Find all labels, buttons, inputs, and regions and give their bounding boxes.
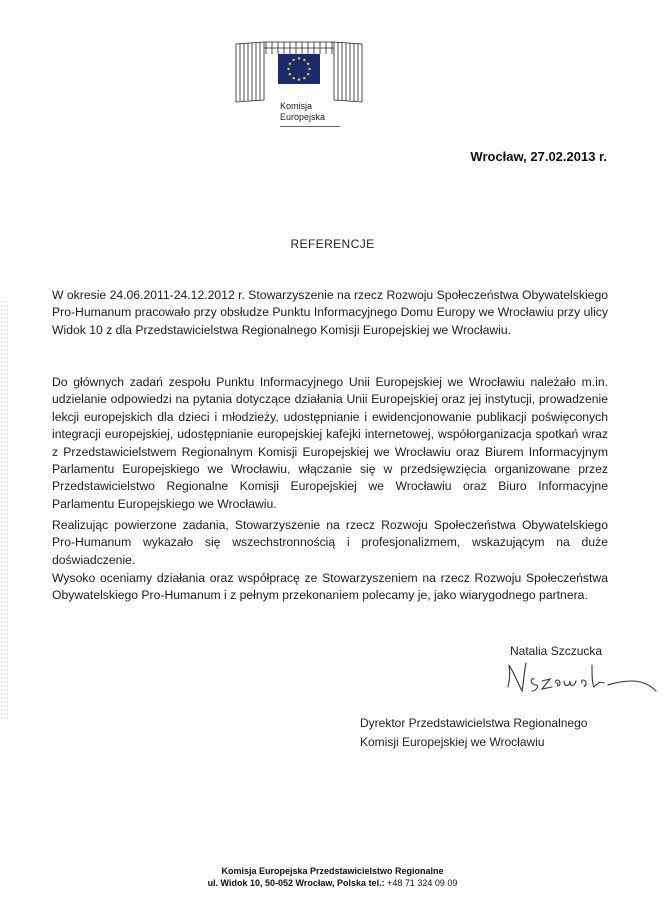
logo-divider [280,126,340,127]
eu-flag-icon [278,54,320,84]
footer-contact [0,877,665,889]
paragraph-1: W okresie 24.06.2011-24.12.2012 r. Stowarzyszenie na rzecz Rozwoju Społeczeństwa Obywatelskiego Pro-Humanum pracowało przy obsłudze Punktu Informacyjnego Domu Europy we Wrocławiu przy ulicy Widok 10 z dla Przedstawicielstwa Regionalnego Komisji Europejskiej we Wrocławiu. [52,288,608,337]
letter-date: Wrocław, 27.02.2013 r. [470,149,607,164]
logo-caption [280,101,325,123]
signer-name: Natalia Szczucka [510,644,603,658]
director-line-2: Komisji Europejskiej we Wrocławiu [360,735,545,749]
paragraph-4: Wysoko oceniamy działania oraz współpracę ze Stowarzyszeniem na rzecz Rozwoju Społeczeństwa Obywatelskiego Pro-Humanum i z pełnym przekonaniem polecamy je, jako wiarygodnego partnera. [52,571,608,603]
handwritten-signature [500,657,660,701]
footer [0,865,665,889]
logo-line-2: Europejska [280,112,326,122]
berlaymont-building-icon [234,40,364,108]
paragraph-3: Realizując powierzone zadania, Stowarzyszenie na rzecz Rozwoju Społeczeństwa Obywatelskiego Pro-Humanum wykazało się wszechstronnością i profesjonalizmem, wskazującym na duże doświadczenie. [52,518,608,567]
footer-address: ul. Widok 10, 50-052 Wrocław, Polska [207,878,367,888]
letter-title: REFERENCJE [290,237,375,251]
footer-phone: +48 71 324 09 09 [387,878,458,888]
paragraph-2: Do głównych zadań zespołu Punktu Informacyjnego Unii Europejskiej we Wrocławiu należało m.in. udzielanie odpowiedzi na pytania dotyczące działania Unii Europejskiej oraz jej instytucji, prowadzenie lekcji europejskich dla dzieci i młodzieży, udostępnianie i ewidencjonowanie publikacji poświęconych integracji europejskiej, udostępnianie europejskiej kafejki internetowej, współorganizacja spotkań wraz z Przedstawicielstwem Regionalnym Komisji Europejskiej we Wrocławiu oraz Biurem Informacyjnym Parlamentu Europejskiego we Wrocławiu, włączanie się w przedsięwzięcia organizowane przez Przedstawicielstwo Regionalne Komisji Europejskiej we Wrocławiu oraz Biuro Informacyjne Parlamentu Europejskiego we Wrocławiu. [52,375,608,511]
footer-tel-label: tel.: [368,878,385,888]
european-commission-logo [234,40,364,132]
scan-artifact [0,300,10,720]
logo-line-1: Komisja [280,101,313,111]
director-line-1: Dyrektor Przedstawicielstwa Regionalnego [360,716,588,730]
director-title [360,714,587,752]
footer-organization: Komisja Europejska Przedstawicielstwo Regionalne [221,866,444,876]
